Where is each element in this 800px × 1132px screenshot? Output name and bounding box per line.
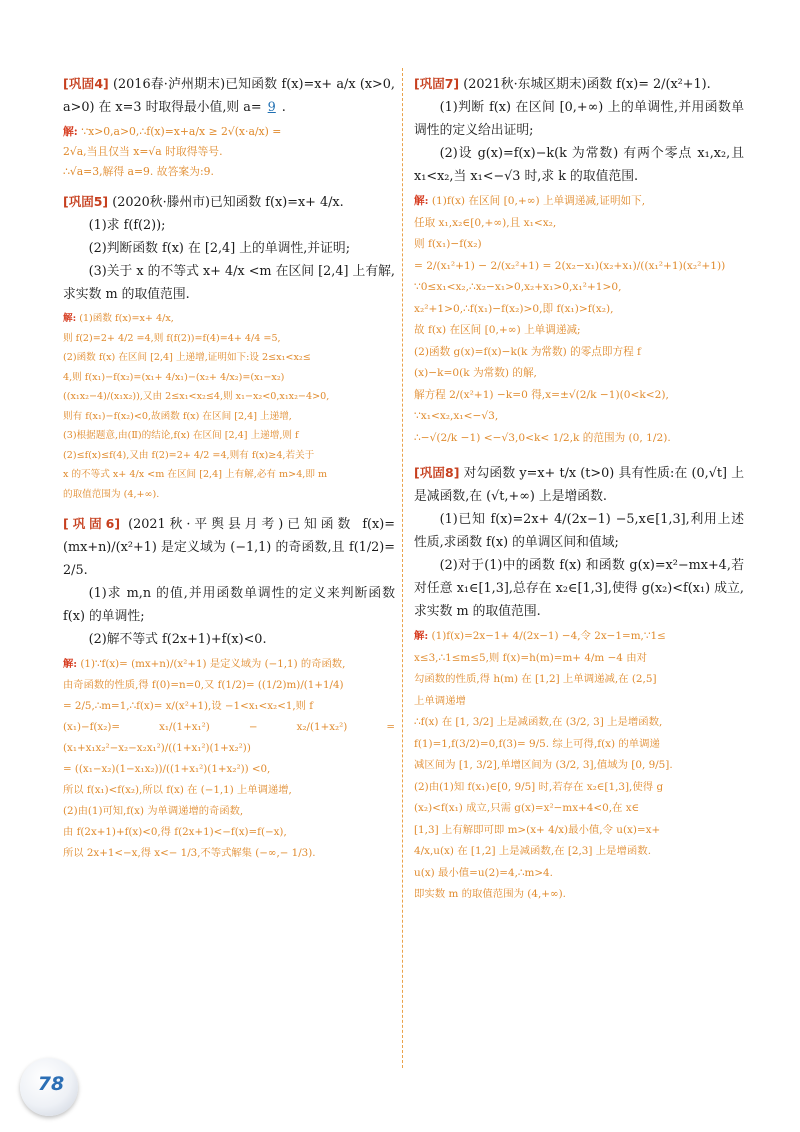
problem-text: (2020秋·滕州市)已知函数 f(x)=x+ 4/x.	[112, 195, 344, 210]
solution-line: ∴f(x) 在 [1, 3/2] 上是减函数,在 (3/2, 3] 上是增函数,	[414, 716, 663, 728]
solution-line: 2√a,当且仅当 x=√a 时取得等号.	[63, 145, 223, 158]
problem-5	[63, 190, 395, 306]
problem-item: (2)对于(1)中的函数 f(x) 和函数 g(x)=x²−mx+4,若对任意 x₁∈[1,3],总存在 x₂∈[1,3],使得 g(x₂)<f(x₁) 成立,求实数 m 的取值范围.	[414, 558, 744, 619]
solution-label: 解:	[63, 125, 78, 138]
problem-7	[414, 72, 744, 188]
solution-line: ∴√a=3,解得 a=9. 故答案为:9.	[63, 165, 214, 178]
column-divider	[402, 68, 403, 1068]
solution-line: (1)f(x) 在区间 [0,+∞) 上单调递减,证明如下,	[431, 195, 646, 207]
solution-4	[63, 122, 395, 182]
solution-line: 勾函数的性质,得 h(m) 在 [1,2] 上单调递减,在 (2,5]	[414, 673, 657, 685]
solution-line: 解方程 2/(x²+1) −k=0 得,x=±√(2/k −1)(0<k<2),	[414, 388, 669, 401]
solution-line: ∵x₁<x₂,x₁<−√3,	[414, 410, 499, 422]
problem-item: (1)已知 f(x)=2x+ 4/(2x−1) −5,x∈[1,3],利用上述性质,求函数 f(x) 的单调区间和值域;	[414, 512, 744, 550]
solution-label: 解:	[414, 195, 429, 207]
solution-line: 由奇函数的性质,得 f(0)=n=0,又 f(1/2)= ((1/2)m)/(1+1/4)	[63, 679, 344, 691]
problem-item: (3)关于 x 的不等式 x+ 4/x <m 在区间 [2,4] 上有解,求实数 m 的取值范围.	[63, 264, 395, 302]
problem-text: (2021秋·平舆县月考)已知函数 f(x)= (mx+n)/(x²+1) 是定义域为 (−1,1) 的奇函数,且 f(1/2)= 2/5.	[63, 517, 395, 578]
solution-line: (x₂)<f(x₁) 成立,只需 g(x)=x²−mx+4<0,在 x∈	[414, 802, 640, 814]
solution-line: 所以 2x+1<−x,得 x<− 1/3,不等式解集 (−∞,− 1/3).	[63, 847, 316, 859]
solution-line: (2)≤f(x)≤f(4),又由 f(2)=2+ 4/2 =4,则有 f(x)≥4,若关于	[63, 449, 315, 461]
solution-line: ((x₁x₂−4)/(x₁x₂)),又由 2≤x₁<x₂≤4,则 x₁−x₂<0,x₁x₂−4>0,	[63, 391, 330, 402]
solution-line: ∵0≤x₁<x₂,∴x₂−x₁>0,x₂+x₁>0,x₁²+1>0,	[414, 281, 622, 293]
solution-line: x₂²+1>0,∴f(x₁)−f(x₂)>0,即 f(x₁)>f(x₂),	[414, 302, 614, 315]
left-column	[63, 72, 395, 872]
solution-line: (1)f(x)=2x−1+ 4/(2x−1) −4,令 2x−1=m,∵1≤	[431, 630, 666, 642]
solution-line: x≤3,∴1≤m≤5,则 f(x)=h(m)=m+ 4/m −4 由对	[414, 651, 647, 664]
solution-line: 即实数 m 的取值范围为 (4,+∞).	[414, 888, 566, 900]
solution-7	[414, 191, 744, 449]
problem-tag: [ 巩固7 ]	[414, 76, 459, 91]
solution-5	[63, 309, 395, 504]
solution-line: 4/x,u(x) 在 [1,2] 上是减函数,在 [2,3] 上是增函数.	[414, 845, 652, 857]
solution-line: 上单调递增	[414, 694, 466, 707]
problem-tag: [ 巩固6 ]	[63, 516, 120, 531]
solution-line: (1)∵f(x)= (mx+n)/(x²+1) 是定义域为 (−1,1) 的奇函数,	[80, 658, 346, 670]
problem-item: (1)求 m,n 的值,并用函数单调性的定义来判断函数 f(x) 的单调性;	[63, 586, 395, 624]
solution-line: (1)函数 f(x)=x+ 4/x,	[79, 313, 174, 324]
solution-line: 减区间为 [1, 3/2],单增区间为 (3/2, 3],值域为 [0, 9/5].	[414, 759, 673, 771]
solution-line: 的取值范围为 (4,+∞).	[63, 488, 160, 500]
solution-line: (x₁)−f(x₂)= x₁/(1+x₁²) − x₂/(1+x₂²) = (x₁+x₁x₂²−x₂−x₂x₁²)/((1+x₁²)(1+x₂²))	[63, 721, 395, 754]
problem-tag: [ 巩固5 ]	[63, 194, 108, 209]
solution-line: (2)函数 g(x)=f(x)−k(k 为常数) 的零点即方程 f	[414, 345, 641, 358]
page-number: 78	[37, 1073, 65, 1095]
solution-line: f(1)=1,f(3/2)=0,f(3)= 9/5. 综上可得,f(x) 的单调递	[414, 737, 660, 750]
solution-line: [1,3] 上有解即可即 m>(x+ 4/x)最小值,令 u(x)=x+	[414, 823, 661, 836]
problem-6	[63, 512, 395, 651]
solution-line: 则 f(x₁)−f(x₂)	[414, 238, 482, 250]
problem-text: 对勾函数 y=x+ t/x (t>0) 具有性质:在 (0,√t] 上是减函数,在 (√t,+∞) 上是增函数.	[414, 466, 744, 504]
solution-line: 则 f(2)=2+ 4/2 =4,则 f(f(2))=f(4)=4+ 4/4 =5,	[63, 332, 281, 344]
answer-fill: 9	[267, 100, 276, 115]
solution-line: (3)根据题意,由(Ⅱ)的结论,f(x) 在区间 [2,4] 上递增,则 f	[63, 430, 299, 441]
solution-line: x 的不等式 x+ 4/x <m 在区间 [2,4] 上有解,必有 m>4,即 m	[63, 469, 328, 480]
solution-6	[63, 654, 395, 864]
solution-8	[414, 626, 744, 906]
solution-line: = 2/5,∴m=1,∴f(x)= x/(x²+1),设 −1<x₁<x₂<1,则 f	[63, 700, 314, 712]
solution-line: (2)由(1)知 f(x₁)∈[0, 9/5] 时,若存在 x₂∈[1,3],使得 g	[414, 780, 664, 793]
solution-line: (2)由(1)可知,f(x) 为单调递增的奇函数,	[63, 805, 244, 817]
problem-item: (2)判断函数 f(x) 在 [2,4] 上的单调性,并证明;	[88, 241, 351, 256]
problem-4: [ 巩固4 ] (2016春·泸州期末)已知函数 f(x)=x+ a/x (x>0, a>0) 在 x=3 时取得最小值,则 a= 9 .	[63, 72, 395, 119]
solution-line: = ((x₁−x₂)(1−x₁x₂))/((1+x₁²)(1+x₂²)) <0,	[63, 763, 271, 775]
solution-line: = 2/(x₁²+1) − 2/(x₂²+1) = 2(x₂−x₁)(x₂+x₁)/((x₁²+1)(x₂²+1))	[414, 259, 726, 272]
solution-label: 解:	[63, 313, 77, 324]
right-column	[414, 72, 744, 914]
solution-line: 则有 f(x₁)−f(x₂)<0,故函数 f(x) 在区间 [2,4] 上递增,	[63, 410, 292, 422]
solution-label: 解:	[63, 658, 78, 670]
solution-line: (x)−k=0(k 为常数) 的解,	[414, 367, 537, 379]
problem-text: (2021秋·东城区期末)函数 f(x)= 2/(x²+1).	[463, 77, 711, 92]
problem-item: (1)求 f(f(2));	[88, 218, 166, 233]
solution-line: (2)函数 f(x) 在区间 [2,4] 上递增,证明如下:设 2≤x₁<x₂≤	[63, 352, 311, 363]
solution-line: 任取 x₁,x₂∈[0,+∞),且 x₁<x₂,	[414, 216, 557, 229]
problem-8	[414, 461, 744, 623]
problem-item: (2)设 g(x)=f(x)−k(k 为常数) 有两个零点 x₁,x₂,且 x₁<x₂,当 x₁<−√3 时,求 k 的取值范围.	[414, 146, 744, 184]
solution-line: ∴−√(2/k −1) <−√3,0<k< 1/2,k 的范围为 (0, 1/2).	[414, 431, 671, 444]
problem-item: (1)判断 f(x) 在区间 [0,+∞) 上的单调性,并用函数单调性的定义给出证明;	[414, 100, 744, 138]
solution-line: u(x) 最小值=u(2)=4,∴m>4.	[414, 866, 553, 879]
problem-item: (2)解不等式 f(2x+1)+f(x)<0.	[88, 632, 267, 647]
solution-line: ∵x>0,a>0,∴f(x)=x+a/x ≥ 2√(x·a/x) =	[81, 125, 282, 138]
solution-line: 故 f(x) 在区间 [0,+∞) 上单调递减;	[414, 324, 581, 336]
solution-line: 4,则 f(x₁)−f(x₂)=(x₁+ 4/x₁)−(x₂+ 4/x₂)=(x₁−x₂)	[63, 371, 285, 383]
problem-tag: [ 巩固8 ]	[414, 465, 459, 480]
solution-line: 由 f(2x+1)+f(x)<0,得 f(2x+1)<−f(x)=f(−x),	[63, 826, 287, 838]
solution-label: 解:	[414, 630, 429, 642]
solution-line: 所以 f(x₁)<f(x₂),所以 f(x) 在 (−1,1) 上单调递增,	[63, 784, 292, 796]
problem-text: (2016春·泸州期末)已知函数 f(x)=x+ a/x (x>0, a>0) 在 x=3 时取得最小值,则 a=	[63, 77, 395, 115]
problem-tag: [ 巩固4 ]	[63, 76, 109, 91]
